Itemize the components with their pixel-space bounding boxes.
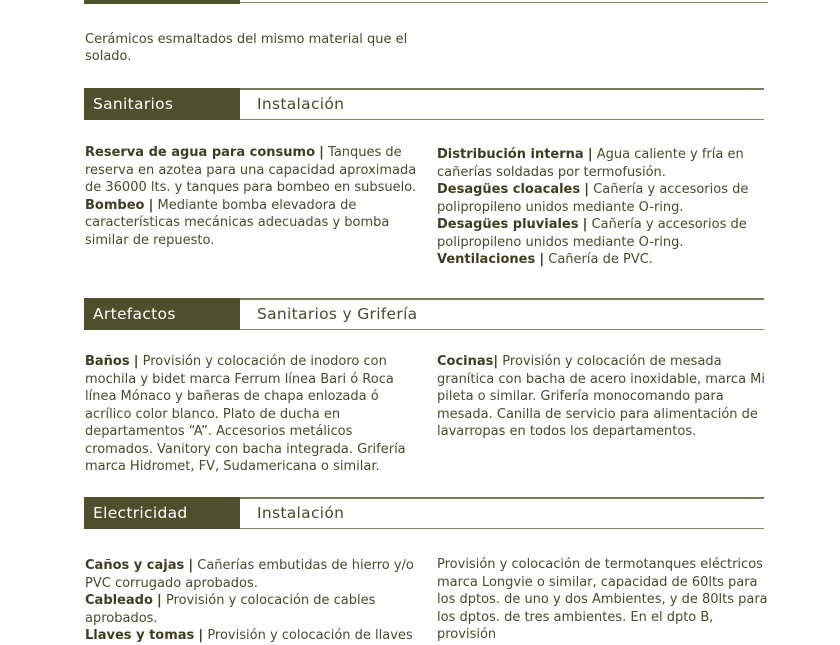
spec-text: Provisión y colocación de mesada granítica con bacha de acero inoxidable, marca Mi pileta o similar. Grifería monocomando para mesada. Canilla de servicio para alimentación de lavarropas en todos los departamentos. (437, 354, 766, 439)
section-header-sanitarios (84, 88, 764, 120)
spec-title: Caños y cajas (85, 558, 185, 573)
spec-entry: Reserva de agua para consumo | Tanques de reserva en azotea para una capacidad aproximada de 36000 lts. y tanques para bombeo en subsuelo. (85, 145, 417, 195)
spec-title: Desagües cloacales (437, 182, 581, 197)
intro-text: Cerámicos esmaltados del mismo material que el solado. (85, 32, 408, 64)
spec-entry (437, 556, 772, 644)
top-section-label-block (84, 0, 240, 4)
section-header-artefactos (84, 298, 764, 330)
spec-title: Baños (85, 354, 130, 369)
spec-entry: Baños | Provisión y colocación de inodoro con mochila y bidet marca Ferrum línea Bari ó Roca línea Mónaco y bañeras de chapa enlozada ó acrílico color blanco. Plato de ducha en departamentos “A”. Accesorios metálicos cromados. Vanitory con bacha integrada. Grifería marca Hidromet, FV, Sudamericana o similar. (85, 354, 406, 474)
spec-title: Ventilaciones (437, 252, 536, 267)
spec-entry: Desagües pluviales | Cañería y accesorios de polipropileno unidos mediante O-ring. (437, 217, 747, 250)
artefactos-right-column (437, 353, 772, 441)
spec-title: Reserva de agua para consumo (85, 145, 315, 160)
spec-entry: Llaves y tomas | Provisión y colocación de llaves (85, 628, 413, 643)
spec-text: Provisión y colocación de cables aprobados. (85, 593, 376, 626)
spec-text: Cañería y accesorios de polipropileno unidos mediante O-ring. (437, 182, 749, 215)
section-label: Sanitarios (84, 88, 240, 120)
section-subtitle: Sanitarios y Grifería (257, 305, 418, 323)
section-rule-bottom (240, 119, 764, 120)
section-subtitle: Instalación (257, 95, 345, 113)
spec-entry: Cableado | Provisión y colocación de cables aprobados. (85, 593, 376, 626)
spec-entry: Cocinas| Provisión y colocación de mesada granítica con bacha de acero inoxidable, marca Mi pileta o similar. Grifería monocomando para mesada. Canilla de servicio para alimentación de lavarropas en todos los departamentos. (437, 354, 766, 439)
top-section-rule (84, 0, 768, 4)
spec-entry: Distribución interna | Agua caliente y fría en cañerías soldadas por termofusión. (437, 147, 744, 180)
section-label: Electricidad (84, 497, 240, 529)
spec-title: Bombeo (85, 197, 145, 213)
electricidad-left-column (85, 557, 420, 645)
section-subtitle: Instalación (257, 504, 345, 522)
spec-title: Cableado (85, 593, 153, 608)
spec-title: Llaves y tomas (85, 628, 195, 643)
spec-text: Cañería de PVC. (548, 252, 653, 267)
spec-text: Tanques de reserva en azotea para una capacidad aproximada de 36000 lts. y tanques para bombeo en subsuelo. (85, 145, 417, 195)
spec-text: Cañería y accesorios de polipropileno unidos mediante O-ring. (437, 217, 747, 250)
section-label: Artefactos (84, 298, 240, 330)
top-section-line (240, 2, 768, 3)
section-rule-bottom (240, 329, 764, 330)
artefactos-left-column (85, 353, 420, 476)
spec-entry: Desagües cloacales | Cañería y accesorios de polipropileno unidos mediante O-ring. (437, 182, 749, 215)
spec-entry: Ventilaciones | Cañería de PVC. (437, 252, 653, 267)
spec-text: Provisión y colocación de inodoro con mochila y bidet marca Ferrum línea Bari ó Roca línea Mónaco y bañeras de chapa enlozada ó acrílico color blanco. Plato de ducha en departamentos “A”. Accesorios metálicos cromados. Vanitory con bacha integrada. Grifería marca Hidromet, FV, Sudamericana o similar. (85, 354, 406, 474)
spec-text: Provisión y colocación de llaves (207, 628, 413, 643)
section-header-electricidad (84, 497, 764, 529)
spec-entry: Bombeo | Mediante bomba elevadora de características mecánicas adecuadas y bomba similar de repuesto. (85, 197, 390, 248)
spec-title: Cocinas (437, 354, 494, 369)
spec-title: Distribución interna (437, 147, 584, 162)
electricidad-right-column (437, 556, 772, 644)
spec-entry: Caños y cajas | Cañerías embutidas de hierro y/o PVC corrugado aprobados. (85, 558, 414, 591)
section-rule-bottom (240, 528, 764, 529)
spec-title: Desagües pluviales (437, 217, 579, 232)
sanitarios-left-column (85, 144, 420, 249)
sanitarios-right-column (437, 146, 772, 269)
spec-text: Agua caliente y fría en cañerías soldadas por termofusión. (437, 147, 744, 180)
spec-text: Provisión y colocación de termotanques eléctricos marca Longvie o similar, capacidad de 60lts para los dptos. de uno y dos Ambientes, y de 80lts para los dptos. de tres ambientes. En el dpto B, provisión (437, 557, 768, 642)
spec-text: Cañerías embutidas de hierro y/o PVC corrugado aprobados. (85, 558, 414, 591)
spec-text: Mediante bomba elevadora de características mecánicas adecuadas y bomba similar de repuesto. (85, 197, 390, 248)
